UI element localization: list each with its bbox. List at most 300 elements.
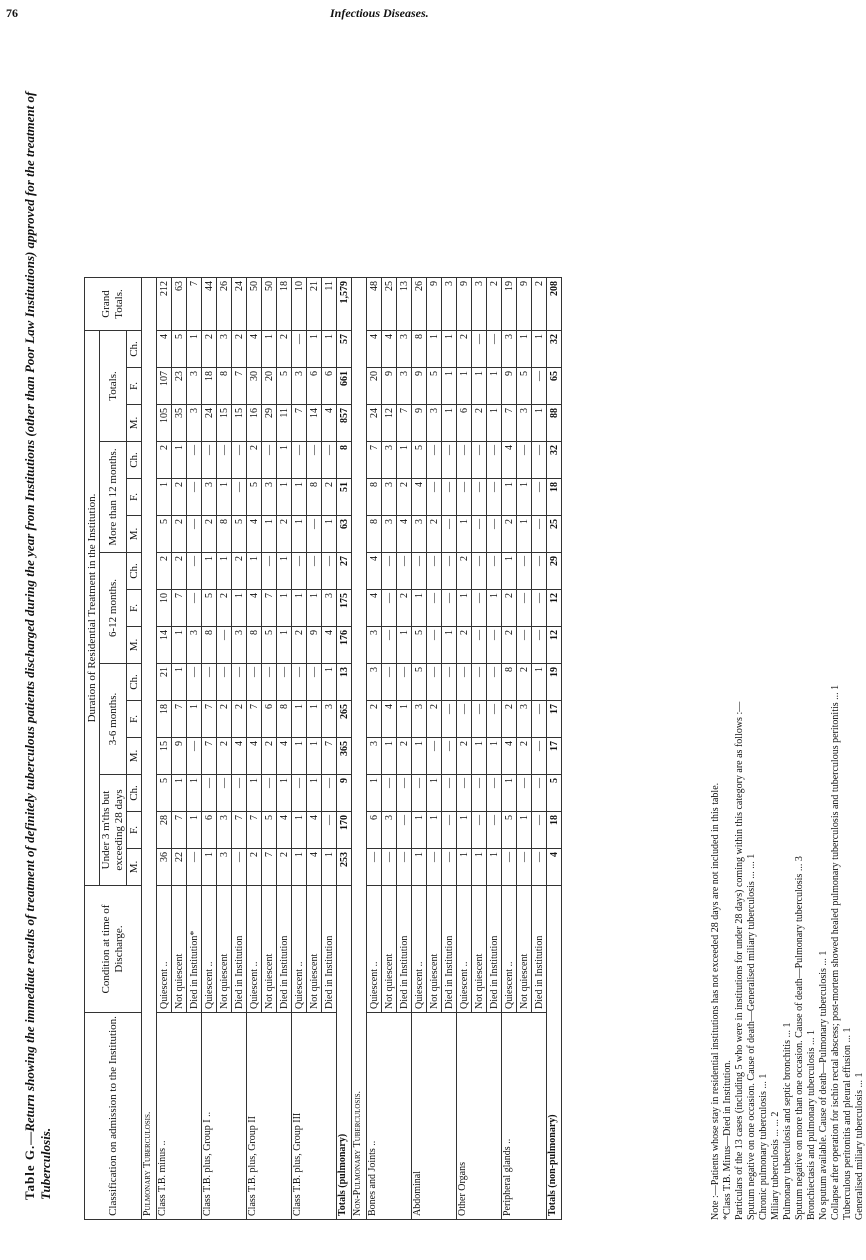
value-cell: — [217, 775, 232, 812]
value-cell: — [487, 553, 502, 590]
value-cell: 2 [502, 627, 517, 664]
value-cell: 5 [502, 812, 517, 849]
total-value-cell: 17 [547, 738, 562, 775]
value-cell: 3 [217, 849, 232, 886]
value-cell: — [517, 849, 532, 886]
sex-column-header: Ch. [127, 775, 142, 812]
value-cell: 1 [247, 775, 262, 812]
value-cell: 5 [277, 368, 292, 405]
value-cell: 2 [457, 553, 472, 590]
value-cell: 8 [277, 701, 292, 738]
total-value-cell: 51 [337, 479, 352, 516]
value-cell: 4 [412, 479, 427, 516]
value-cell: 4 [502, 738, 517, 775]
value-cell: 44 [202, 278, 217, 331]
value-cell: 3 [217, 812, 232, 849]
value-cell: — [307, 516, 322, 553]
footnote-line: Sputum negative on more than one occasion. Cause of death—Pulmonary tuberculosis ... 3 [794, 856, 805, 1220]
condition-cell: Not quiescent [172, 886, 187, 1013]
total-value-cell: 32 [547, 331, 562, 368]
value-cell: 5 [172, 331, 187, 368]
table-row [157, 278, 172, 1220]
value-cell: 1 [517, 516, 532, 553]
value-cell: — [397, 849, 412, 886]
value-cell: 4 [277, 812, 292, 849]
table-row [457, 278, 472, 1220]
value-cell: 1 [457, 590, 472, 627]
value-cell: 5 [412, 664, 427, 701]
value-cell: 30 [247, 368, 262, 405]
value-cell: 8 [217, 516, 232, 553]
table-row [412, 278, 427, 1220]
condition-cell: Quiescent .. [412, 886, 427, 1013]
value-cell: — [442, 664, 457, 701]
value-cell: 8 [412, 331, 427, 368]
value-cell: — [382, 553, 397, 590]
footnote-line: Collapse after operation for ischio rectal abscess; post-mortem showed healed pulmonary tuberculosis and tuberculous peritonitis ... 1 [830, 684, 841, 1220]
value-cell: 1 [472, 738, 487, 775]
value-cell: 4 [232, 738, 247, 775]
value-cell: 9 [457, 278, 472, 331]
total-value-cell: 365 [337, 738, 352, 775]
value-cell: 2 [277, 516, 292, 553]
value-cell: 4 [382, 331, 397, 368]
value-cell: 1 [292, 516, 307, 553]
value-cell: 3 [322, 701, 337, 738]
total-value-cell: 12 [547, 627, 562, 664]
value-cell: — [307, 442, 322, 479]
value-cell: 2 [232, 331, 247, 368]
value-cell: — [457, 664, 472, 701]
value-cell: 5 [157, 516, 172, 553]
sex-column-header: Ch. [127, 553, 142, 590]
value-cell: — [457, 775, 472, 812]
value-cell: 5 [247, 479, 262, 516]
value-cell: 7 [202, 701, 217, 738]
value-cell: 7 [367, 442, 382, 479]
value-cell: — [382, 775, 397, 812]
value-cell: 7 [292, 405, 307, 442]
value-cell: 2 [427, 701, 442, 738]
value-cell: — [262, 553, 277, 590]
value-cell: 1 [292, 479, 307, 516]
value-cell: 9 [412, 405, 427, 442]
value-cell: — [322, 553, 337, 590]
value-cell: — [292, 442, 307, 479]
totals-label: Totals (non-pulmonary) [547, 886, 562, 1220]
value-cell: — [502, 849, 517, 886]
value-cell: — [442, 738, 457, 775]
footnote-line: Tuberculous peritonitis and pleural effusion ... 1 [842, 1027, 853, 1220]
value-cell: 4 [397, 516, 412, 553]
value-cell: 2 [172, 553, 187, 590]
value-cell: 6 [262, 701, 277, 738]
value-cell: — [382, 664, 397, 701]
value-cell: 1 [217, 553, 232, 590]
value-cell: — [322, 442, 337, 479]
condition-cell: Quiescent .. [502, 886, 517, 1013]
value-cell: 3 [202, 479, 217, 516]
value-cell: 2 [397, 738, 412, 775]
value-cell: 3 [322, 590, 337, 627]
value-cell: 2 [397, 590, 412, 627]
sex-column-header: Ch. [127, 331, 142, 368]
total-value-cell: 5 [547, 775, 562, 812]
value-cell: — [217, 627, 232, 664]
duration-group-header: 6-12 months. [100, 553, 127, 664]
value-cell: — [472, 627, 487, 664]
value-cell: 105 [157, 405, 172, 442]
value-cell: — [292, 775, 307, 812]
value-cell: 4 [247, 738, 262, 775]
value-cell: 7 [247, 701, 262, 738]
value-cell: — [382, 849, 397, 886]
classification-cell: Class T.B. minus .. [157, 1013, 202, 1220]
value-cell: — [427, 479, 442, 516]
total-value-cell: 661 [337, 368, 352, 405]
value-cell: — [427, 553, 442, 590]
value-cell: 3 [382, 479, 397, 516]
value-cell: 36 [157, 849, 172, 886]
value-cell: — [292, 664, 307, 701]
value-cell: 1 [202, 553, 217, 590]
condition-cell: Died in Institution [487, 886, 502, 1013]
value-cell: 1 [172, 627, 187, 664]
value-cell: 2 [397, 479, 412, 516]
value-cell: 24 [202, 405, 217, 442]
value-cell: 7 [262, 849, 277, 886]
total-value-cell: 18 [547, 812, 562, 849]
condition-cell: Died in Institution [532, 886, 547, 1013]
value-cell: 7 [232, 812, 247, 849]
value-cell: 1 [307, 701, 322, 738]
totals-row [337, 278, 352, 1220]
value-cell: 6 [367, 812, 382, 849]
value-cell: 2 [247, 849, 262, 886]
value-cell: 1 [532, 331, 547, 368]
value-cell: — [307, 553, 322, 590]
value-cell: — [397, 553, 412, 590]
value-cell: 16 [247, 405, 262, 442]
value-cell: 4 [307, 812, 322, 849]
value-cell: 1 [322, 516, 337, 553]
value-cell: 7 [397, 405, 412, 442]
footnote-line: Miliary tuberculosis ... ... 2 [770, 1111, 781, 1220]
value-cell: 1 [457, 849, 472, 886]
value-cell: — [442, 849, 457, 886]
value-cell: — [412, 775, 427, 812]
classification-cell: Abdominal [412, 1013, 457, 1220]
value-cell: 1 [457, 368, 472, 405]
value-cell: 7 [262, 590, 277, 627]
value-cell: 1 [367, 775, 382, 812]
value-cell: 11 [277, 405, 292, 442]
value-cell: — [442, 553, 457, 590]
value-cell: — [232, 775, 247, 812]
value-cell: — [397, 664, 412, 701]
value-cell: — [427, 442, 442, 479]
value-cell: 4 [307, 849, 322, 886]
footnote-line: Pulmonary tuberculosis and septic bronchitis ... 1 [782, 1022, 793, 1220]
condition-cell: Not quiescent [517, 886, 532, 1013]
sex-column-header: F. [127, 479, 142, 516]
value-cell: 3 [382, 812, 397, 849]
value-cell: 8 [502, 664, 517, 701]
value-cell: 1 [412, 812, 427, 849]
value-cell: 2 [172, 479, 187, 516]
value-cell: 35 [172, 405, 187, 442]
value-cell: 4 [247, 331, 262, 368]
value-cell: 1 [487, 849, 502, 886]
total-value-cell: 170 [337, 812, 352, 849]
value-cell: 4 [502, 442, 517, 479]
value-cell: — [367, 849, 382, 886]
footnote-line: Generalised miliary tuberculosis ... 1 [854, 1072, 865, 1220]
value-cell: — [532, 627, 547, 664]
value-cell: 3 [187, 627, 202, 664]
sex-column-header: F. [127, 590, 142, 627]
value-cell: — [187, 738, 202, 775]
value-cell: 1 [187, 331, 202, 368]
value-cell: 5 [262, 627, 277, 664]
value-cell: 5 [202, 590, 217, 627]
value-cell: 4 [382, 701, 397, 738]
value-cell: 2 [532, 278, 547, 331]
value-cell: 2 [157, 553, 172, 590]
value-cell: 1 [487, 738, 502, 775]
value-cell: 1 [412, 590, 427, 627]
value-cell: — [487, 664, 502, 701]
value-cell: 1 [157, 479, 172, 516]
total-value-cell: 9 [337, 775, 352, 812]
value-cell: — [532, 368, 547, 405]
condition-cell: Quiescent .. [367, 886, 382, 1013]
value-cell: — [382, 627, 397, 664]
value-cell: 107 [157, 368, 172, 405]
value-cell: 3 [442, 278, 457, 331]
table-title-text: —Return showing the immediate results of treatment of definitely tuberculous patients discharged during the year from Institutions (other than Poor Law Institutions) approved for the treatment of Tuberculosis. [22, 91, 53, 1200]
value-cell: 1 [187, 812, 202, 849]
value-cell: — [397, 812, 412, 849]
value-cell: 2 [232, 701, 247, 738]
value-cell: — [187, 849, 202, 886]
value-cell: 212 [157, 278, 172, 331]
value-cell: 7 [247, 812, 262, 849]
value-cell: 5 [412, 627, 427, 664]
value-cell: 1 [307, 590, 322, 627]
value-cell: 1 [292, 812, 307, 849]
grand-totals-header: Grand Totals. [85, 278, 142, 331]
value-cell: — [487, 479, 502, 516]
value-cell: 23 [172, 368, 187, 405]
value-cell: 1 [472, 368, 487, 405]
value-cell: 1 [427, 331, 442, 368]
value-cell: — [517, 775, 532, 812]
value-cell: 2 [502, 516, 517, 553]
value-cell: — [232, 479, 247, 516]
duration-group-header: Under 3 m'ths but exceeding 28 days [100, 775, 127, 886]
value-cell: 1 [292, 849, 307, 886]
value-cell: 1 [442, 405, 457, 442]
condition-cell: Quiescent .. [202, 886, 217, 1013]
value-cell: — [232, 664, 247, 701]
value-cell: 1 [457, 812, 472, 849]
value-cell: — [292, 553, 307, 590]
value-cell: 1 [397, 701, 412, 738]
value-cell: 24 [367, 405, 382, 442]
value-cell: 1 [202, 849, 217, 886]
classification-cell: Class T.B. plus, Group II [247, 1013, 292, 1220]
value-cell: — [487, 701, 502, 738]
condition-cell: Quiescent .. [247, 886, 262, 1013]
value-cell: 8 [367, 516, 382, 553]
section-heading: Non-Pulmonary Tuberculosis. [352, 278, 367, 1220]
condition-cell: Not quiescent [217, 886, 232, 1013]
value-cell: 18 [157, 701, 172, 738]
value-cell: — [532, 442, 547, 479]
condition-cell: Died in Institution [442, 886, 457, 1013]
totals-label: Totals (pulmonary) [337, 886, 352, 1220]
value-cell: — [322, 775, 337, 812]
value-cell: — [472, 812, 487, 849]
value-cell: 1 [517, 331, 532, 368]
value-cell: 1 [412, 738, 427, 775]
value-cell: 1 [307, 331, 322, 368]
value-cell: 1 [442, 368, 457, 405]
tuberculosis-results-table [84, 277, 562, 1220]
value-cell: — [187, 516, 202, 553]
classification-cell: Class T.B. plus, Group III [292, 1013, 337, 1220]
condition-cell: Died in Institution* [187, 886, 202, 1013]
sex-column-header: M. [127, 516, 142, 553]
total-value-cell: 19 [547, 664, 562, 701]
value-cell: — [442, 812, 457, 849]
value-cell: — [517, 627, 532, 664]
value-cell: 5 [517, 368, 532, 405]
value-cell: 1 [322, 849, 337, 886]
value-cell: 7 [172, 812, 187, 849]
value-cell: — [262, 442, 277, 479]
value-cell: — [532, 812, 547, 849]
value-cell: 3 [367, 627, 382, 664]
value-cell: — [517, 442, 532, 479]
value-cell: 4 [157, 331, 172, 368]
value-cell: 2 [367, 701, 382, 738]
value-cell: — [487, 775, 502, 812]
total-value-cell: 175 [337, 590, 352, 627]
totals-row [547, 278, 562, 1220]
footnote-line: Bronchiectasis and pulmonary tuberculosis ... 1 [806, 1030, 817, 1220]
sex-column-header: F. [127, 812, 142, 849]
value-cell: 9 [502, 368, 517, 405]
value-cell: 7 [187, 278, 202, 331]
value-cell: 9 [517, 278, 532, 331]
total-value-cell: 25 [547, 516, 562, 553]
total-value-cell: 65 [547, 368, 562, 405]
value-cell: — [382, 590, 397, 627]
value-cell: 6 [322, 368, 337, 405]
value-cell: 1 [307, 775, 322, 812]
value-cell: — [457, 479, 472, 516]
table-row [292, 278, 307, 1220]
running-head: Infectious Diseases. [330, 6, 429, 20]
value-cell: — [187, 590, 202, 627]
value-cell: — [517, 590, 532, 627]
value-cell: 2 [427, 516, 442, 553]
value-cell: — [487, 812, 502, 849]
value-cell: 26 [412, 278, 427, 331]
value-cell: 2 [517, 738, 532, 775]
total-value-cell: 208 [547, 278, 562, 331]
value-cell: — [472, 553, 487, 590]
value-cell: 2 [232, 553, 247, 590]
value-cell: 50 [262, 278, 277, 331]
value-cell: 1 [172, 442, 187, 479]
value-cell: 12 [382, 405, 397, 442]
value-cell: 7 [202, 738, 217, 775]
sex-column-header: M. [127, 849, 142, 886]
value-cell: — [232, 849, 247, 886]
condition-cell: Quiescent .. [157, 886, 172, 1013]
value-cell: 1 [247, 553, 262, 590]
value-cell: 8 [307, 479, 322, 516]
value-cell: — [487, 442, 502, 479]
value-cell: — [262, 775, 277, 812]
value-cell: — [472, 516, 487, 553]
classification-cell: Bones and Joints .. [367, 1013, 412, 1220]
value-cell: 1 [277, 442, 292, 479]
condition-cell: Died in Institution [232, 886, 247, 1013]
value-cell: 1 [517, 812, 532, 849]
total-value-cell: 32 [547, 442, 562, 479]
condition-cell: Died in Institution [322, 886, 337, 1013]
value-cell: 1 [172, 775, 187, 812]
value-cell: 2 [502, 590, 517, 627]
total-value-cell: 63 [337, 516, 352, 553]
value-cell: 2 [457, 627, 472, 664]
value-cell: 3 [427, 405, 442, 442]
sex-column-header: Ch. [127, 664, 142, 701]
total-value-cell: 12 [547, 590, 562, 627]
classification-header: Classification on admission to the Institution. [85, 1013, 142, 1220]
value-cell: — [517, 553, 532, 590]
value-cell: 4 [247, 516, 262, 553]
total-value-cell: 27 [337, 553, 352, 590]
value-cell: — [487, 516, 502, 553]
value-cell: — [442, 590, 457, 627]
value-cell: 3 [292, 368, 307, 405]
value-cell: 1 [457, 516, 472, 553]
value-cell: — [307, 664, 322, 701]
value-cell: — [292, 331, 307, 368]
value-cell: 15 [157, 738, 172, 775]
value-cell: 1 [442, 627, 457, 664]
value-cell: 1 [292, 590, 307, 627]
value-cell: 9 [172, 738, 187, 775]
value-cell: — [427, 738, 442, 775]
value-cell: 1 [517, 479, 532, 516]
value-cell: — [442, 701, 457, 738]
value-cell: — [457, 701, 472, 738]
value-cell: 18 [277, 278, 292, 331]
footnote-line: Chronic pulmonary tuberculosis ... 1 [758, 1073, 769, 1220]
value-cell: — [232, 442, 247, 479]
total-value-cell: 29 [547, 553, 562, 590]
value-cell: — [277, 664, 292, 701]
value-cell: 2 [262, 738, 277, 775]
condition-cell: Died in Institution [397, 886, 412, 1013]
value-cell: 25 [382, 278, 397, 331]
